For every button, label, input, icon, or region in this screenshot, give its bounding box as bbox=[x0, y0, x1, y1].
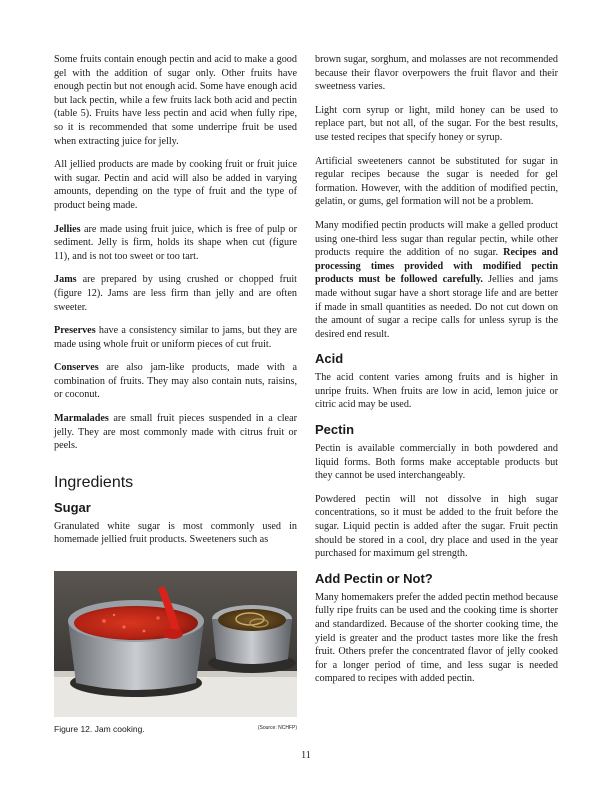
paragraph-artificial-sweeteners: Artificial sweeteners cannot be substituted for sugar in regular recipes because the sugar is needed for gel formation. However, with the addition of modified pectin, gelatin, or gums, gel formation will not be a problem. bbox=[315, 155, 558, 208]
term-marmalades: Marmalades bbox=[54, 413, 109, 425]
jellies-definition: are made using fruit juice, which is free of pulp or sediment. Jelly is firm, holds its shape when cut (figure 11), and is not too sweet or too tart. bbox=[54, 223, 297, 262]
paragraph-pectin-forms: Pectin is available commercially in both powdered and liquid forms. Both forms make acceptable products but they cannot be used interchangeably. bbox=[315, 443, 558, 482]
paragraph-preserves bbox=[54, 324, 297, 351]
paragraph-powdered-pectin: Powdered pectin will not dissolve in high sugar concentrations, so it must be added to the fruit before the sugar. Liquid pectin is added after the sugar. Fruit pectin should be stored in a cool, dry place and used in the year purchased for maximum gel strength. bbox=[315, 493, 558, 560]
figure-caption bbox=[54, 724, 297, 734]
term-jellies: Jellies bbox=[54, 223, 81, 235]
marmalades-definition: are small fruit pieces suspended in a clear jelly. They are most commonly made with citrus fruit or peels. bbox=[54, 413, 297, 452]
heading-ingredients: Ingredients bbox=[54, 473, 134, 491]
paragraph-conserves bbox=[54, 361, 297, 402]
modified-pectin-text-a: Many modified pectin products will make a gelled product using one-third less sugar than regular pectin, while other products require the addition of no sugar. bbox=[315, 219, 558, 259]
heading-pectin: Pectin bbox=[315, 422, 355, 438]
heading-acid: Acid bbox=[315, 351, 344, 367]
paragraph-marmalades bbox=[54, 412, 297, 453]
paragraph-sugar-intro: Granulated white sugar is most commonly used in homemade jellied fruit products. Sweeteners such as bbox=[54, 520, 297, 546]
paragraph-pectin-acid: Some fruits contain enough pectin and acid to make a good gel with the addition of sugar only. Other fruits have enough pectin but not enough acid. Some have enough acid but lack pectin, while a few fruits lack both acid and pectin (table 5). Fruits have less pectin and acid when fully ripe, so it is recommended that some underripe fruit be used when extracting juice for jelly. bbox=[54, 54, 297, 147]
paragraph-sugar-intro-continued: brown sugar, sorghum, and molasses are not recommended because their flavor overpowers the fruit flavor and their sweetness varies. bbox=[315, 54, 558, 93]
page-number: 11 bbox=[301, 750, 311, 761]
jams-definition: are prepared by using crushed or chopped fruit (figure 12). Jams are less firm than jelly and are often sweeter. bbox=[54, 274, 297, 313]
modified-pectin-text-b: Jellies and jams made without sugar have a short storage life and are better if made in small quantities as needed. Do not cut down on the amount of sugar a recipe calls for unless syrup is the desired end result. bbox=[315, 274, 559, 340]
figure-source: (Source: NCHFP) bbox=[257, 725, 297, 731]
term-jams: Jams bbox=[54, 274, 77, 286]
term-preserves: Preserves bbox=[54, 325, 96, 337]
paragraph-modified-pectin bbox=[315, 219, 558, 341]
heading-add-pectin: Add Pectin or Not? bbox=[315, 570, 433, 586]
paragraph-add-pectin: Many homemakers prefer the added pectin method because fully ripe fruits can be used and the cooking time is shorter and standardized. Because of the shorter cooking time, the yield is greater and the product tastes more like the fresh fruit. Others prefer the concentrated flavor of jelly cooked for a longer period of time, and less sugar is needed compared to recipes with added pectin. bbox=[315, 591, 558, 685]
paragraph-jellies bbox=[54, 223, 297, 264]
conserves-definition: are also jam-like products, made with a combination of fruits. They may also contain nuts, raisins, or coconut. bbox=[54, 362, 297, 401]
modified-pectin-warning: Recipes and processing times provided with modified pectin products must be followed carefully. bbox=[315, 247, 558, 286]
heading-sugar: Sugar bbox=[54, 499, 91, 515]
paragraph-jams bbox=[54, 273, 297, 314]
paragraph-jellied-products: All jellied products are made by cooking fruit or fruit juice with sugar. Pectin and acid will also be added in varying amounts, depending on the type of fruit and the type of product being made. bbox=[54, 159, 297, 211]
figure-jam-cooking-photo bbox=[54, 571, 297, 717]
jam-cooking-illustration bbox=[54, 571, 297, 717]
paragraph-acid: The acid content varies among fruits and is higher in unripe fruits. When fruits are low in acid, lemon juice or citric acid may be used. bbox=[315, 372, 558, 411]
paragraph-corn-syrup-honey: Light corn syrup or light, mild honey can be used to replace part, but not all, of the sugar. For the best results, use tested recipes that specify honey or syrup. bbox=[315, 104, 558, 143]
left-column bbox=[54, 53, 297, 557]
term-conserves: Conserves bbox=[54, 362, 99, 374]
preserves-definition: have a consistency similar to jams, but they are made using whole fruit or uniform pieces of cut fruit. bbox=[54, 325, 297, 350]
figure-caption-text: Figure 12. Jam cooking. bbox=[54, 724, 145, 734]
right-column bbox=[315, 53, 558, 696]
